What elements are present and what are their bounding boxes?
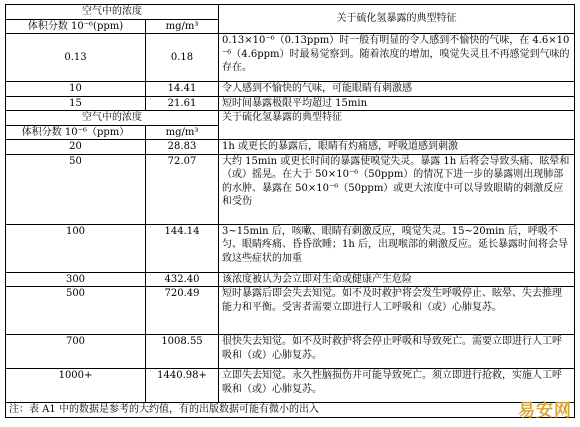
table-row: [6, 369, 575, 403]
site-watermark: 易安网: [518, 401, 572, 421]
feature-cell: 该浓度被认为会立即对生命或健康产生危险: [219, 272, 575, 287]
ppm-cell: 1000+: [6, 369, 146, 403]
mg-cell: 144.14: [146, 224, 219, 272]
feature-header: 关于硫化氢暴露的典型特征: [219, 5, 575, 34]
mg-cell: 14.41: [146, 82, 219, 97]
mg-cell: 28.83: [146, 140, 219, 155]
mg-cell: 1440.98+: [146, 369, 219, 403]
ppm-cell: 10: [6, 82, 146, 97]
table-row: [6, 224, 575, 272]
mg-cell: 720.49: [146, 287, 219, 335]
feature-cell: 立即失去知觉。永久性脑损伤并可能导致死亡。须立即进行抢救，实施人工呼吸和（或）心肺复苏。: [219, 369, 575, 403]
conc-header: 空气中的浓度: [6, 5, 219, 20]
mg-cell: 21.61: [146, 96, 219, 111]
section2-header-row: [6, 111, 575, 126]
feature-cell: 令人感到不愉快的气味，可能眼睛有刺激感: [219, 82, 575, 97]
ppm-cell: 500: [6, 287, 146, 335]
mg-cell: 432.40: [146, 272, 219, 287]
mg-header: mg/m³: [146, 125, 219, 140]
h2s-exposure-table: [5, 4, 575, 418]
table-row: [6, 96, 575, 111]
section1-header-row: [6, 5, 575, 20]
feature-cell: 3~15min 后，咳嗽、眼睛有刺激反应，嗅觉失灵。15~20min 后，呼吸不匀、眼睛疼痛、昏昏欲睡；1h 后，出现喉部的刺激反应。延长暴露时间将会导致这些症状的加重: [219, 224, 575, 272]
conc-header: 空气中的浓度: [6, 111, 219, 126]
mg-cell: 1008.55: [146, 335, 219, 369]
mg-header: mg/m³: [146, 19, 219, 34]
table-row: [6, 287, 575, 335]
mg-cell: 0.18: [146, 34, 219, 82]
ppm-header: 体积分数 10⁻⁶(ppm): [6, 19, 146, 34]
feature-cell: 1h 或更长的暴露后，眼睛有灼痛感，呼吸道感到刺激: [219, 140, 575, 155]
table-note: 注：表 A1 中的数据是参考的大约值，有的出版数据可能有微小的出入: [6, 403, 575, 418]
feature-cell: 很快失去知觉。如不及时救护将会停止呼吸和导致死亡。需要立即进行人工呼吸和（或）心肺复苏。: [219, 335, 575, 369]
feature-cell: 大约 15min 或更长时间的暴露使嗅觉失灵。暴露 1h 后将会导致头痛、眩晕和（或）摇晃。在大于 50×10⁻⁶（50ppm）的情况下进一步的暴露则出现肺部的水肿、暴露在 50×10⁻⁶（50ppm）或更大浓度中可以导致眼睛的刺激反应和受伤: [219, 154, 575, 224]
table-row: [6, 154, 575, 224]
table-row: [6, 140, 575, 155]
table-row: [6, 34, 575, 82]
feature-cell: 0.13×10⁻⁶（0.13ppm）时一般有明显的令人感到不愉快的气味，在 4.6×10⁻⁶（4.6ppm）时最易觉察到。随着浓度的增加，嗅觉失灵且不再感觉到气味的存在。: [219, 34, 575, 82]
ppm-header: 体积分数 10⁻⁶（ppm）: [6, 125, 146, 140]
mg-cell: 72.07: [146, 154, 219, 224]
ppm-cell: 15: [6, 96, 146, 111]
ppm-cell: 0.13: [6, 34, 146, 82]
note-row: [6, 403, 575, 418]
ppm-cell: 20: [6, 140, 146, 155]
ppm-cell: 100: [6, 224, 146, 272]
ppm-cell: 50: [6, 154, 146, 224]
table-row: [6, 335, 575, 369]
ppm-cell: 300: [6, 272, 146, 287]
table-row: [6, 82, 575, 97]
table-row: [6, 272, 575, 287]
feature-header: 关于硫化氢暴露的典型特征: [219, 111, 575, 140]
feature-cell: 短时暴露后即会失去知觉。如不及时救护将会发生呼吸停止、眩晕、失去推理能力和平衡。受害者需要立即进行人工呼吸和（或）心肺复苏。: [219, 287, 575, 335]
ppm-cell: 700: [6, 335, 146, 369]
feature-cell: 短时间暴露极限平均超过 15min: [219, 96, 575, 111]
